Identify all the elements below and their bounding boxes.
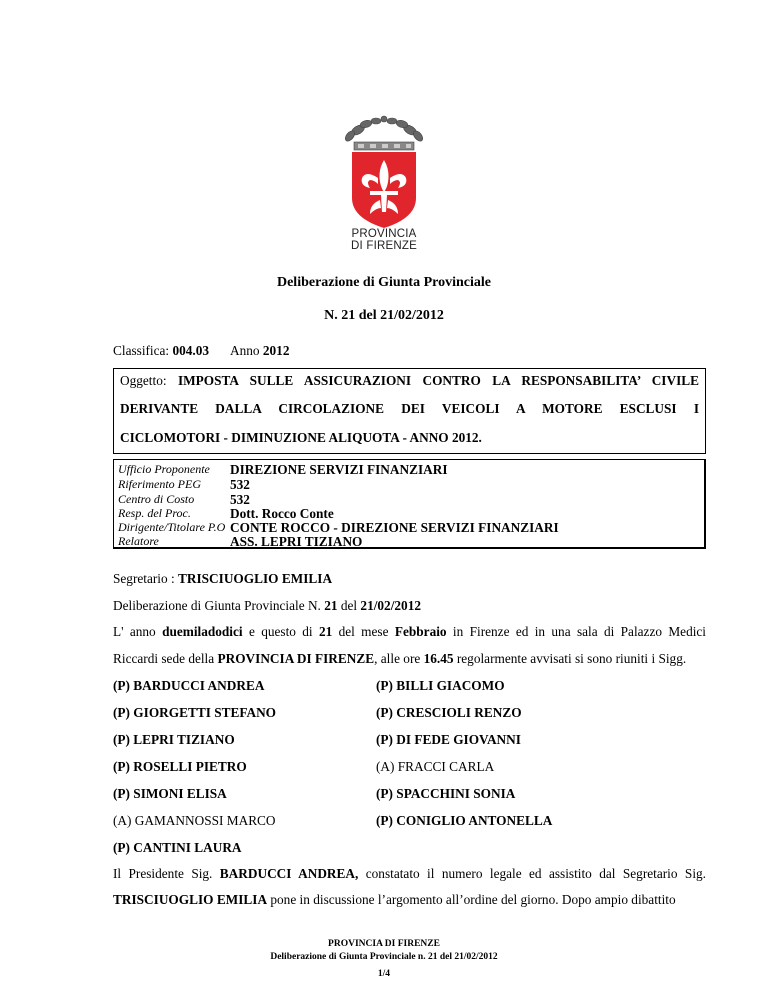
oggetto-line-3: CICLOMOTORI - DIMINUZIONE ALIQUOTA - ANNO 2012. — [120, 430, 482, 445]
info-value: 532 — [230, 492, 250, 507]
closing-line-2: TRISCIUOGLIO EMILIA pone in discussione l’argomento all’ordine del giorno. Dopo ampio dibattito — [113, 892, 676, 907]
info-label: Riferimento PEG — [118, 477, 201, 491]
logo-line-1: PROVINCIA — [351, 228, 417, 240]
info-value: Dott. Rocco Conte — [230, 506, 334, 521]
member-entry: (P) CANTINI LAURA — [113, 840, 242, 855]
info-label: Relatore — [118, 534, 159, 548]
info-value: 532 — [230, 477, 250, 492]
member-entry: (P) LEPRI TIZIANO — [113, 732, 235, 747]
footer-document: Deliberazione di Giunta Provinciale n. 21 del 21/02/2012 — [270, 952, 498, 962]
member-entry: (P) ROSELLI PIETRO — [113, 759, 247, 774]
info-label: Ufficio Proponente — [118, 462, 210, 476]
member-entry: (P) BILLI GIACOMO — [376, 678, 505, 693]
footer-entity: PROVINCIA DI FIRENZE — [328, 939, 440, 949]
member-entry: (P) GIORGETTI STEFANO — [113, 705, 277, 720]
oggetto-label: Oggetto: — [120, 373, 178, 388]
info-label: Dirigente/Titolare P.O — [118, 520, 226, 534]
member-entry: (P) CRESCIOLI RENZO — [376, 705, 522, 720]
page-number: 1/4 — [377, 969, 391, 979]
footer — [0, 938, 768, 981]
crown-icon — [343, 116, 424, 150]
member-entry: (P) CONIGLIO ANTONELLA — [376, 813, 553, 828]
classifica-value: 004.03 — [172, 343, 210, 358]
document-number: N. 21 del 21/02/2012 — [324, 308, 444, 323]
info-value: DIREZIONE SERVIZI FINANZIARI — [230, 462, 448, 477]
info-box — [113, 459, 706, 549]
intro-line-1: L' anno duemiladodici e questo di 21 del mese Febbraio in Firenze ed in una sala di Palazzo Medici — [113, 624, 707, 639]
member-entry: (P) SPACCHINI SONIA — [376, 786, 516, 801]
info-value: ASS. LEPRI TIZIANO — [230, 534, 363, 549]
oggetto-line-2: DERIVANTE DALLA CIRCOLAZIONE DEI VEICOLI A MOTORE ESCLUSI I — [120, 401, 699, 416]
classifica-label: Classifica: — [113, 343, 173, 358]
classifica — [113, 343, 209, 359]
document-title: Deliberazione di Giunta Provinciale — [276, 275, 491, 290]
oggetto-line-1: Oggetto: IMPOSTA SULLE ASSICURAZIONI CONTRO LA RESPONSABILITA’ CIVILE — [120, 373, 699, 388]
anno — [230, 343, 289, 359]
member-entry: (P) DI FEDE GIOVANNI — [376, 732, 521, 747]
oggetto-box — [113, 368, 706, 454]
anno-label: Anno — [230, 343, 263, 358]
segretario-name: TRISCIUOGLIO EMILIA — [178, 571, 333, 586]
info-label: Resp. del Proc. — [118, 506, 191, 520]
member-entry: (A) FRACCI CARLA — [376, 759, 495, 774]
info-value: CONTE ROCCO - DIREZIONE SERVIZI FINANZIARI — [230, 520, 559, 535]
intro-line-2: Riccardi sede della PROVINCIA DI FIRENZE, alle ore 16.45 regolarmente avvisati si sono riuniti i Sigg. — [113, 651, 687, 666]
member-entry: (P) BARDUCCI ANDREA — [113, 678, 265, 693]
anno-value: 2012 — [262, 343, 290, 358]
segretario: Segretario : TRISCIUOGLIO EMILIA — [113, 571, 333, 586]
closing-line-1: Il Presidente Sig. BARDUCCI ANDREA, constatato il numero legale ed assistito dal Segretario Sig. — [113, 866, 706, 881]
info-label: Centro di Costo — [118, 492, 195, 506]
member-entry: (A) GAMANNOSSI MARCO — [113, 813, 276, 828]
delib-line: Deliberazione di Giunta Provinciale N. 21 del 21/02/2012 — [113, 598, 421, 613]
logo-line-2: DI FIRENZE — [351, 240, 417, 252]
member-entry: (P) SIMONI ELISA — [113, 786, 227, 801]
logo-text — [330, 228, 438, 252]
